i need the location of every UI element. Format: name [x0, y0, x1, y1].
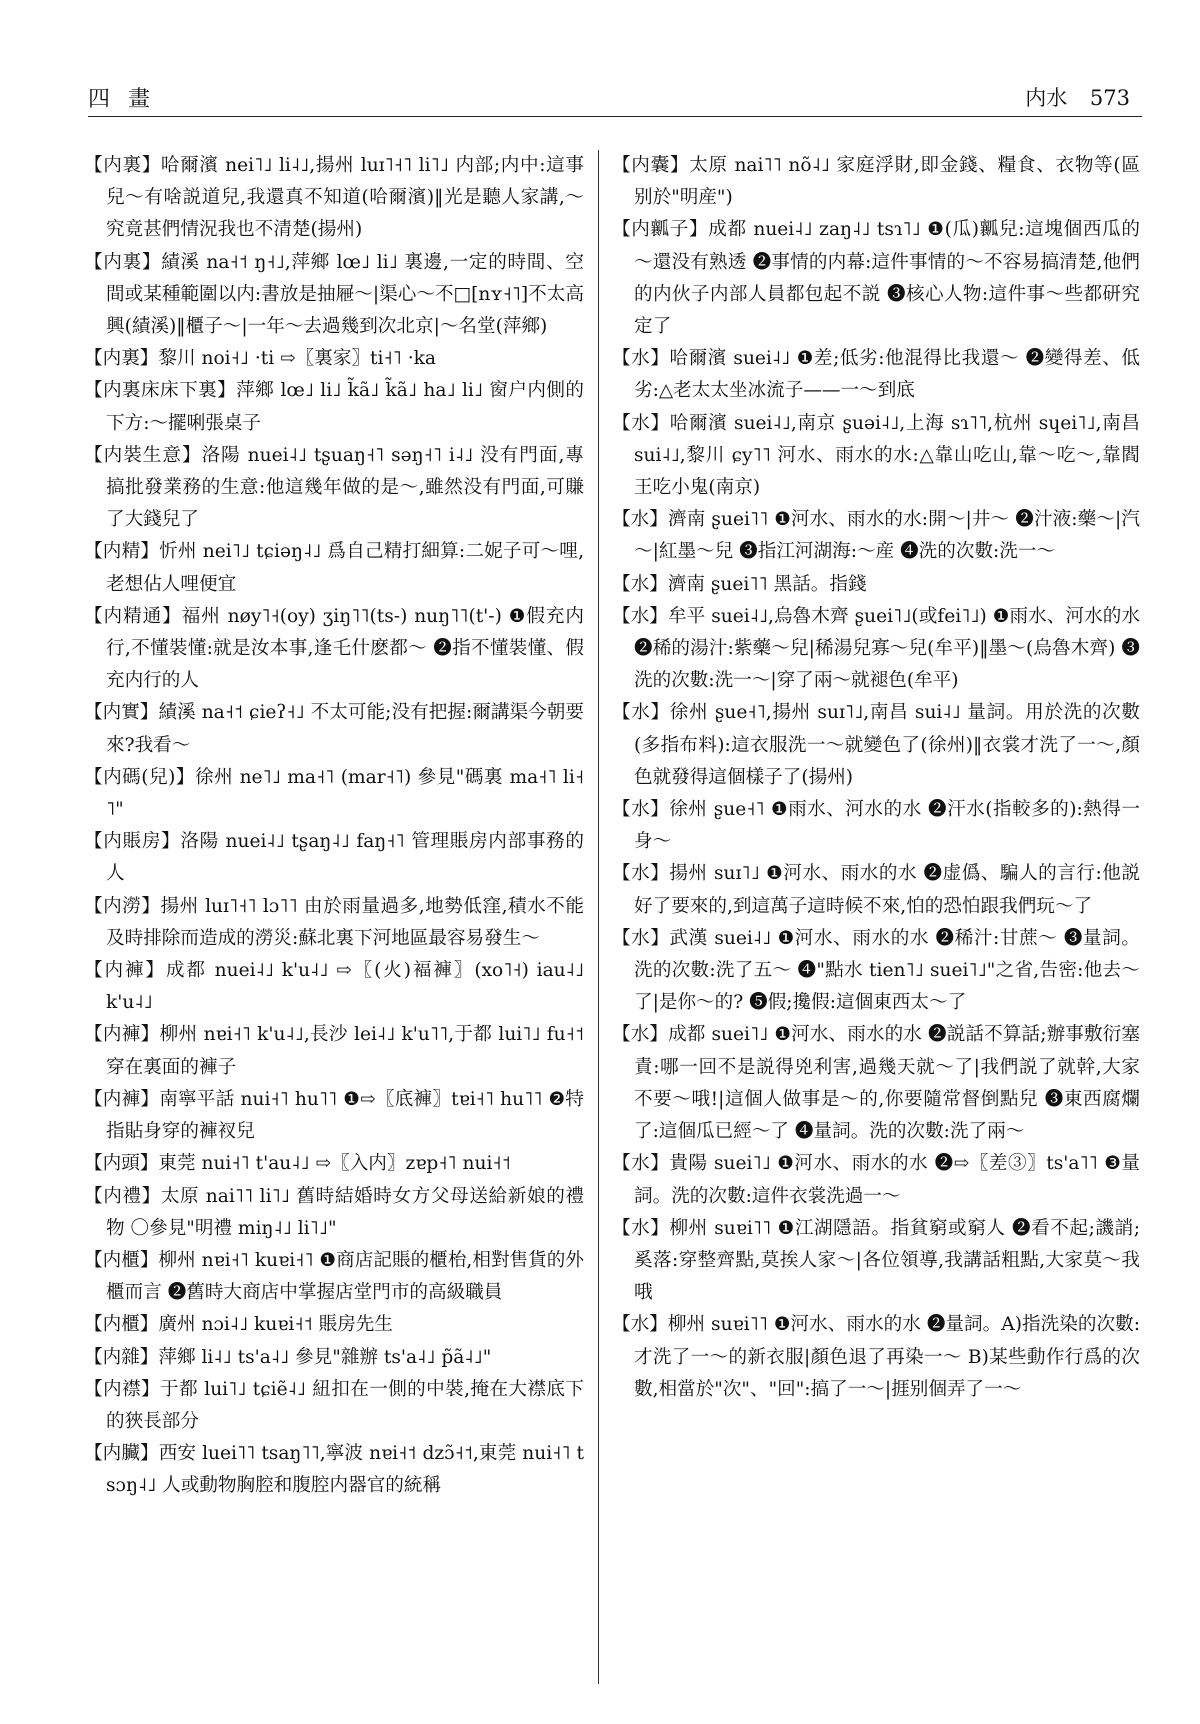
dictionary-entry: 【内櫃】柳州 nɐi˧˥ kuɐi˧˥ ❶商店記賬的櫃枱,相對售貨的外櫃而言 ❷舊時大商店中掌握店堂門市的高級職員 [84, 1249, 584, 1304]
running-head [1009, 82, 1130, 112]
dictionary-entry: 【内櫃】廣州 nɔi˨˩ kuɐi˧˦ 賬房先生 [84, 1314, 393, 1336]
dictionary-entry: 【水】徐州 ʂue˧˥,揚州 suɪ˥˩,南昌 sui˨˩ 量詞。用於洗的次數(多指布料):這衣服洗一～就變色了(徐州)‖衣裳才洗了一～,顏色就發得這個樣子了(揚州) [612, 702, 1140, 788]
dictionary-entry: 【水】牟平 suei˨˩,烏魯木齊 ʂuei˥˩(或fei˥˩) ❶雨水、河水的水 ❷稀的湯汁:紫藥～兒|稀湯兒寡～兒(牟平)‖墨～(烏魯木齊) ❸洗的次數:洗一～|穿了兩～就褪色(牟平) [612, 605, 1140, 692]
dictionary-entry: 【内裝生意】洛陽 nuei˨˩ tʂuaŋ˧˥ sәŋ˧˥ i˨˩ 没有門面,專搞批發業務的生意:他這幾年做的是～,雖然没有門面,可賺了大錢兒了 [84, 444, 584, 531]
dictionary-entry: 【内褲】柳州 nɐi˧˥ k'u˨˩,長沙 lei˨˩ k'u˥˥,于都 lui˥˩ fu˧˦ 穿在裏面的褲子 [84, 1024, 584, 1078]
dictionary-entry: 【内褲】成都 nuei˨˩ k'u˨˩ ⇨〖(火)褔褲〗(xo˥˧) iau˨˩ k'u˨˩ [84, 960, 584, 1014]
dictionary-entry: 【内裏】哈爾濱 nei˥˩ li˨˩,揚州 luɪ˥˧˥ li˥˩ 内部;内中:這事兒～有啥説道兒,我還真不知道(哈爾濱)‖光是聽人家講,～究竟甚們情況我也不清楚(揚州) [84, 155, 584, 241]
dictionary-entry: 【水】哈爾濱 suei˨˩ ❶差;低劣:他混得比我還～ ❷變得差、低劣:△老太太坐冰流子——一～到底 [612, 348, 1140, 402]
section-title: 四畫 [88, 87, 169, 112]
dictionary-columns [84, 150, 1142, 1684]
dictionary-entry: 【内襟】于都 lui˥˩ tɕiẽ˨˩ 紐扣在一側的中裝,掩在大襟底下的狹長部分 [84, 1378, 584, 1432]
right-column [612, 150, 1140, 1684]
dictionary-entry: 【内裏】績溪 na˧˦ ŋ˧˩,萍鄉 lœ˩ li˩ 裏邊,一定的時間、空間或某種範圍以内:書放是抽屜～|渠心～不□[nʏ˧˥]不太高興(績溪)‖櫃子～|一年～去過幾到次北京|～名堂(萍鄉) [84, 251, 584, 338]
dictionary-entry: 【内雜】萍鄉 li˨˩ ts'a˨˩ 參見"雜辦 ts'a˨˩ p̃ã˨˩" [84, 1346, 492, 1368]
left-column [84, 150, 584, 1684]
dictionary-entry: 【水】武漢 suei˨˩ ❶河水、雨水的水 ❷稀汁:甘蔗～ ❸量詞。洗的次數:洗了五～ ❹"點水 tien˥˩ suei˥˩"之省,告密:他去～了|是你～的? ❺假;攙假:這個東西太～了 [612, 927, 1140, 1014]
dictionary-entry: 【水】徐州 ʂue˧˥ ❶雨水、河水的水 ❷汗水(指較多的):熱得一身～ [612, 799, 1140, 853]
dictionary-entry: 【内禮】太原 nai˥˥ li˥˩ 舊時結婚時女方父母送給新娘的禮物 〇參見"明禮 miŋ˨˩ li˥˩" [84, 1185, 584, 1239]
dictionary-entry: 【内裏床床下裏】萍鄉 lœ˩ li˩ k̃ã˩ k̃ã˩ ha˩ li˩ 窗户内側的下方:～擺唎張桌子 [84, 380, 584, 434]
dictionary-entry: 【内瓤子】成都 nuei˨˩ zaŋ˨˩ tsɿ˥˩ ❶(瓜)瓤兒:這塊個西瓜的～還没有熟透 ❷事情的内幕:這件事情的～不容易搞清楚,他們的内伙子内部人員都包起不説 ❸核心人物:這件事～些都研究定了 [612, 219, 1140, 338]
dictionary-entry: 【水】哈爾濱 suei˨˩,南京 ʂuәi˨˩,上海 sɿ˥˥,杭州 sɥei˥˩,南昌 sui˨˩,黎川 ɕy˥˥ 河水、雨水的水:△靠山吃山,靠～吃～,靠閻王吃小鬼(南京) [612, 412, 1140, 499]
dictionary-entry: 【水】揚州 suɪ˥˩ ❶河水、雨水的水 ❷虚僞、騙人的言行:他説好了要來的,到這萬子這時候不來,怕的恐怕跟我們玩～了 [612, 863, 1140, 917]
dictionary-entry: 【水】貴陽 suei˥˩ ❶河水、雨水的水 ❷⇨〖差③〗ts'a˥˥ ❸量詞。洗的次數:這件衣裳洗過一～ [612, 1153, 1140, 1207]
dictionary-entry: 【内囊】太原 nai˥˥ nõ˨˩ 家庭浮財,即金錢、糧食、衣物等(區别於"明産") [612, 155, 1140, 209]
dictionary-entry: 【内頭】東莞 nui˧˥ t'au˨˩ ⇨〖入内〗zɐp˧˥ nui˧˦ [84, 1153, 511, 1175]
dictionary-entry: 【水】濟南 ʂuei˥˥ ❶河水、雨水的水:開～|井～ ❷汁液:藥～|汽～|紅墨～兒 ❸指江河湖海:～産 ❹洗的次數:洗一～ [612, 509, 1140, 563]
dictionary-entry: 【水】柳州 suɐi˥˥ ❶江湖隱語。指貧窮或窮人 ❷看不起;譏誚;奚落:穿整齊點,莫挨人家～|各位領導,我講話粗點,大家莫～我哦 [612, 1217, 1140, 1304]
dictionary-entry: 【内褲】南寧平話 nui˧˥ hu˥˥ ❶⇨〖底褲〗tɐi˧˥ hu˥˥ ❷特指貼身穿的褲衩兒 [84, 1088, 584, 1143]
dictionary-entry: 【内賬房】洛陽 nuei˨˩ tʂaŋ˨˩ faŋ˧˥ 管理賬房内部事務的人 [84, 831, 584, 885]
page-number: 573 [1089, 86, 1130, 110]
dictionary-entry: 【内裏】黎川 noi˧˩ ·ti ⇨〖裏家〗ti˧˥ ·ka [84, 348, 436, 370]
running-headword: 内水 [1025, 86, 1068, 110]
dictionary-entry: 【内澇】揚州 luɪ˥˧˥ lɔ˥˥ 由於雨量過多,地勢低窪,積水不能及時排除而造成的澇災:蘇北裏下河地區最容易發生～ [84, 895, 584, 949]
dictionary-entry: 【内精】忻州 nei˥˩ tɕiәŋ˨˩ 爲自己精打細算:二妮子可～哩,老想佔人哩便宜 [84, 541, 584, 595]
dictionary-entry: 【内碼(兒)】徐州 ne˥˩ ma˧˥ (mar˧˥) 參見"碼裏 ma˧˥ li˧˥" [84, 766, 584, 821]
dictionary-entry: 【水】濟南 ʂuei˥˥ 黑話。指錢 [612, 573, 867, 595]
dictionary-entry: 【内精通】福州 nøy˥˧(oy) ʒiŋ˥˥(ts-) nuŋ˥˥(t'-) ❶假充内行,不懂裝懂:就是汝本事,逢乇什麽都～ ❷指不懂裝懂、假充内行的人 [84, 605, 584, 692]
dictionary-entry: 【内實】績溪 na˧˦ ɕieʔ˧˩ 不太可能;没有把握:爾講渠今朝要來?我看～ [84, 702, 584, 756]
dictionary-entry: 【水】成都 suei˥˩ ❶河水、雨水的水 ❷説話不算話;辦事敷衍塞責:哪一回不是説得兇利害,過幾天就～了|我們説了就幹,大家不要～哦!|這個人做事是～的,你要隨常督倒點兒 ❸東西腐爛了:這個瓜已經～了 ❹量詞。洗的次數:洗了兩～ [612, 1024, 1140, 1143]
page-header [88, 82, 1142, 117]
dictionary-entry: 【水】柳州 suɐi˥˥ ❶河水、雨水的水 ❷量詞。A)指洗染的次數:才洗了一～的新衣服|顏色退了再染一～ B)某些動作行爲的次數,相當於"次"、"回":搞了一～|捱别個弄了一～ [612, 1314, 1140, 1400]
dictionary-entry: 【内臟】西安 luei˥˥ tsaŋ˥˥,寧波 nɐi˧˦ dzɔ̃˧˦,東莞 nui˧˥ tsɔŋ˨˩ 人或動物胸腔和腹腔内器官的統稱 [84, 1443, 584, 1497]
